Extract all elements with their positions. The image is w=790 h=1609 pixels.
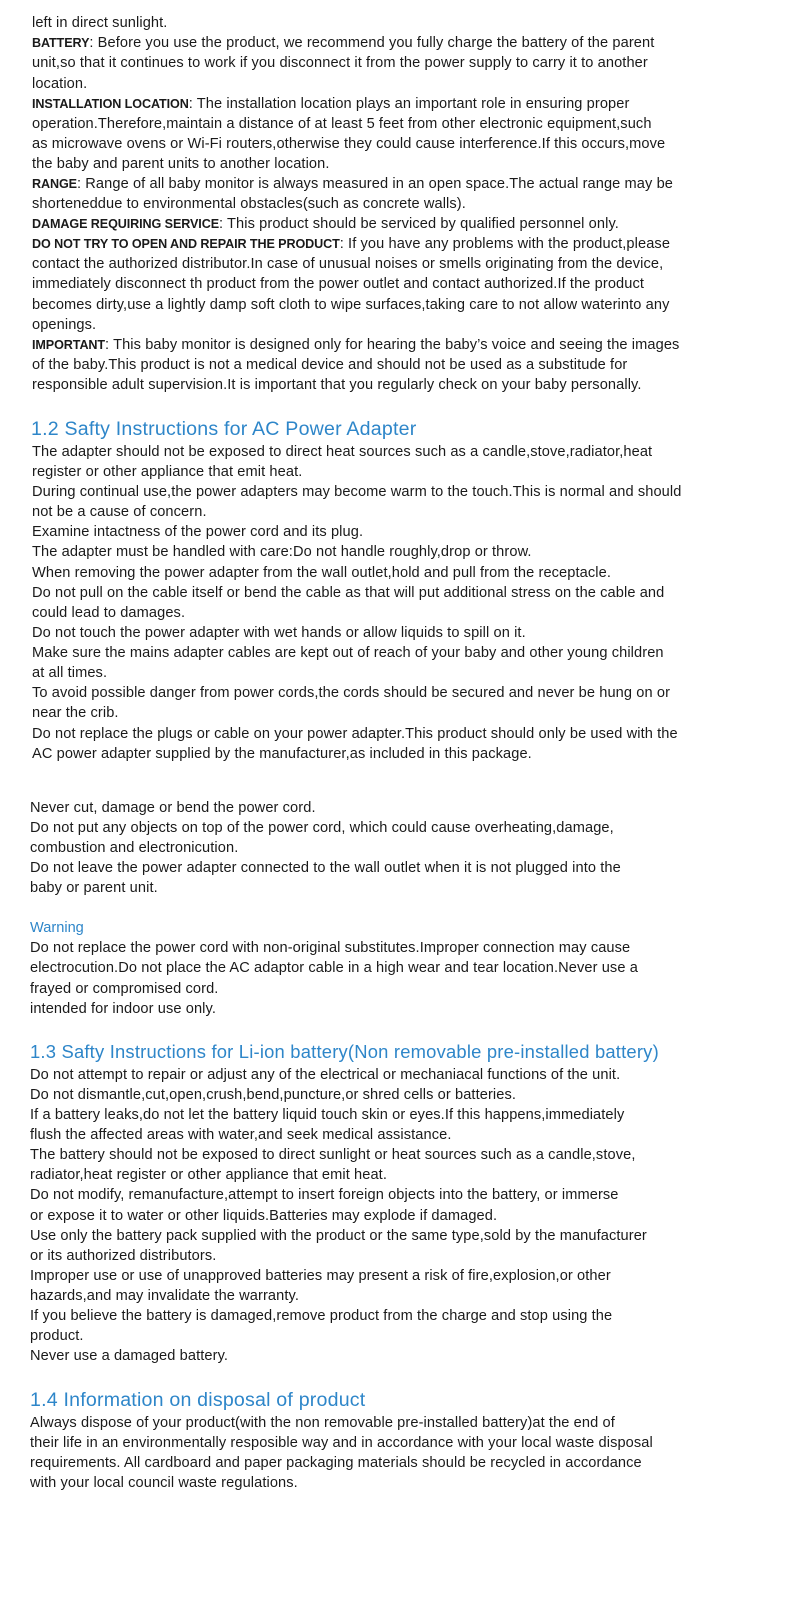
text-line: Improper use or use of unapproved batteries may present a risk of fire,explosion,or other	[30, 1268, 611, 1284]
text-line: electrocution.Do not place the AC adaptor cable in a high wear and tear location.Never use a	[30, 960, 638, 976]
text-line: Always dispose of your product(with the non removable pre-installed battery)at the end of	[30, 1415, 615, 1431]
text-line: hazards,and may invalidate the warranty.	[30, 1288, 299, 1304]
text-line: frayed or compromised cord.	[30, 981, 219, 997]
installation-paragraph-line: INSTALLATION LOCATION: The installation location plays an important role in ensuring proper	[32, 96, 630, 112]
section-heading-1-2: 1.2 Safty Instructions for AC Power Adapter	[31, 418, 417, 440]
text-line: Do not attempt to repair or adjust any of the electrical or mechaniacal functions of the unit.	[30, 1067, 621, 1083]
battery-paragraph-line: BATTERY: Before you use the product, we recommend you fully charge the battery of the parent	[32, 35, 655, 51]
text-line: requirements. All cardboard and paper packaging materials should be recycled in accordance	[30, 1455, 642, 1471]
text-line: intended for indoor use only.	[30, 1001, 216, 1017]
text-line: Use only the battery pack supplied with the product or the same type,sold by the manufacturer	[30, 1228, 647, 1244]
text-line: To avoid possible danger from power cords,the cords should be secured and never be hung on or	[32, 685, 671, 701]
text-line: unit,so that it continues to work if you disconnect it from the power supply to carry it to another	[32, 55, 648, 71]
text-line: Never cut, damage or bend the power cord.	[30, 800, 316, 816]
text-line: operation.Therefore,maintain a distance of at least 5 feet from other electronic equipment,such	[32, 116, 652, 132]
installation-label: INSTALLATION LOCATION	[32, 97, 189, 111]
text-line: Do not put any objects on top of the power cord, which could cause overheating,damage,	[30, 820, 614, 836]
text-line: as microwave ovens or Wi-Fi routers,otherwise they could cause interference.If this occurs,move	[32, 136, 666, 152]
text-line: the baby and parent units to another location.	[32, 156, 330, 172]
range-paragraph-line: RANGE: Range of all baby monitor is always measured in an open space.The actual range may be	[32, 176, 674, 192]
text-line: shorteneddue to environmental obstacles(such as concrete walls).	[32, 196, 466, 212]
text-line: Do not pull on the cable itself or bend the cable as that will put additional stress on the cable and	[32, 585, 665, 601]
section-heading-1-4: 1.4 Information on disposal of product	[30, 1389, 366, 1411]
text-line: their life in an environmentally resposible way and in accordance with your local waste disposal	[30, 1435, 653, 1451]
text-line: The adapter should not be exposed to direct heat sources such as a candle,stove,radiator,heat	[32, 444, 653, 460]
text-line: contact the authorized distributor.In case of unusual noises or smells originating from the device,	[32, 256, 664, 272]
text-line: Examine intactness of the power cord and its plug.	[32, 524, 364, 540]
battery-label: BATTERY	[32, 36, 90, 50]
text-line: The battery should not be exposed to direct sunlight or heat sources such as a candle,stove,	[30, 1147, 636, 1163]
text-line: becomes dirty,use a lightly damp soft cloth to wipe surfaces,taking care to not allow waterinto any	[32, 297, 670, 313]
text-line: of the baby.This product is not a medical device and should not be used as a substitude for	[32, 357, 628, 373]
text-line: When removing the power adapter from the wall outlet,hold and pull from the receptacle.	[32, 565, 611, 581]
text-line: Do not leave the power adapter connected to the wall outlet when it is not plugged into the	[30, 860, 621, 876]
text-line: register or other appliance that emit heat.	[32, 464, 303, 480]
text-line: responsible adult supervision.It is important that you regularly check on your baby personally.	[32, 377, 642, 393]
text-line: left in direct sunlight.	[32, 15, 168, 31]
damage-paragraph-line: DAMAGE REQUIRING SERVICE: This product should be serviced by qualified personnel only.	[32, 216, 619, 232]
text-line: with your local council waste regulations.	[30, 1475, 298, 1491]
range-label: RANGE	[32, 177, 77, 191]
text-line: location.	[32, 76, 88, 92]
text-line: combustion and electronicution.	[30, 840, 239, 856]
damage-label: DAMAGE REQUIRING SERVICE	[32, 217, 219, 231]
text-line: Do not dismantle,cut,open,crush,bend,puncture,or shred cells or batteries.	[30, 1087, 517, 1103]
text-line: Never use a damaged battery.	[30, 1348, 229, 1364]
donot-paragraph-line: DO NOT TRY TO OPEN AND REPAIR THE PRODUCT: If you have any problems with the product,please	[32, 236, 671, 252]
important-paragraph-line: IMPORTANT: This baby monitor is designed only for hearing the baby’s voice and seeing the images	[32, 337, 680, 353]
important-label: IMPORTANT	[32, 338, 106, 352]
text-line: Do not touch the power adapter with wet hands or allow liquids to spill on it.	[32, 625, 526, 641]
text-line: If you believe the battery is damaged,remove product from the charge and stop using the	[30, 1308, 613, 1324]
text-line: If a battery leaks,do not let the battery liquid touch skin or eyes.If this happens,immediately	[30, 1107, 625, 1123]
donot-label: DO NOT TRY TO OPEN AND REPAIR THE PRODUCT	[32, 237, 340, 251]
text-line: flush the affected areas with water,and seek medical assistance.	[30, 1127, 452, 1143]
text-line: baby or parent unit.	[30, 880, 158, 896]
text-line: Do not replace the power cord with non-original substitutes.Improper connection may cause	[30, 940, 631, 956]
text-line: product.	[30, 1328, 84, 1344]
text-line: could lead to damages.	[32, 605, 186, 621]
text-line: Do not modify, remanufacture,attempt to insert foreign objects into the battery, or immerse	[30, 1187, 619, 1203]
text-line: immediately disconnect th product from the power outlet and contact authorized.If the product	[32, 276, 645, 292]
text-line: at all times.	[32, 665, 108, 681]
text-line: or its authorized distributors.	[30, 1248, 217, 1264]
text-line: The adapter must be handled with care:Do not handle roughly,drop or throw.	[32, 544, 532, 560]
text-line: AC power adapter supplied by the manufacturer,as included in this package.	[32, 746, 532, 762]
text-line: or expose it to water or other liquids.Batteries may explode if damaged.	[30, 1208, 498, 1224]
section-heading-1-3: 1.3 Safty Instructions for Li-ion battery(Non removable pre-installed battery)	[30, 1041, 659, 1062]
text-line: Make sure the mains adapter cables are kept out of reach of your baby and other young children	[32, 645, 664, 661]
text-line: radiator,heat register or other appliance that emit heat.	[30, 1167, 387, 1183]
text-line: Do not replace the plugs or cable on your power adapter.This product should only be used with the	[32, 726, 678, 742]
text-line: openings.	[32, 317, 97, 333]
text-line: near the crib.	[32, 705, 119, 721]
text-line: During continual use,the power adapters may become warm to the touch.This is normal and should	[32, 484, 682, 500]
warning-label: Warning	[30, 920, 84, 936]
text-line: not be a cause of concern.	[32, 504, 207, 520]
